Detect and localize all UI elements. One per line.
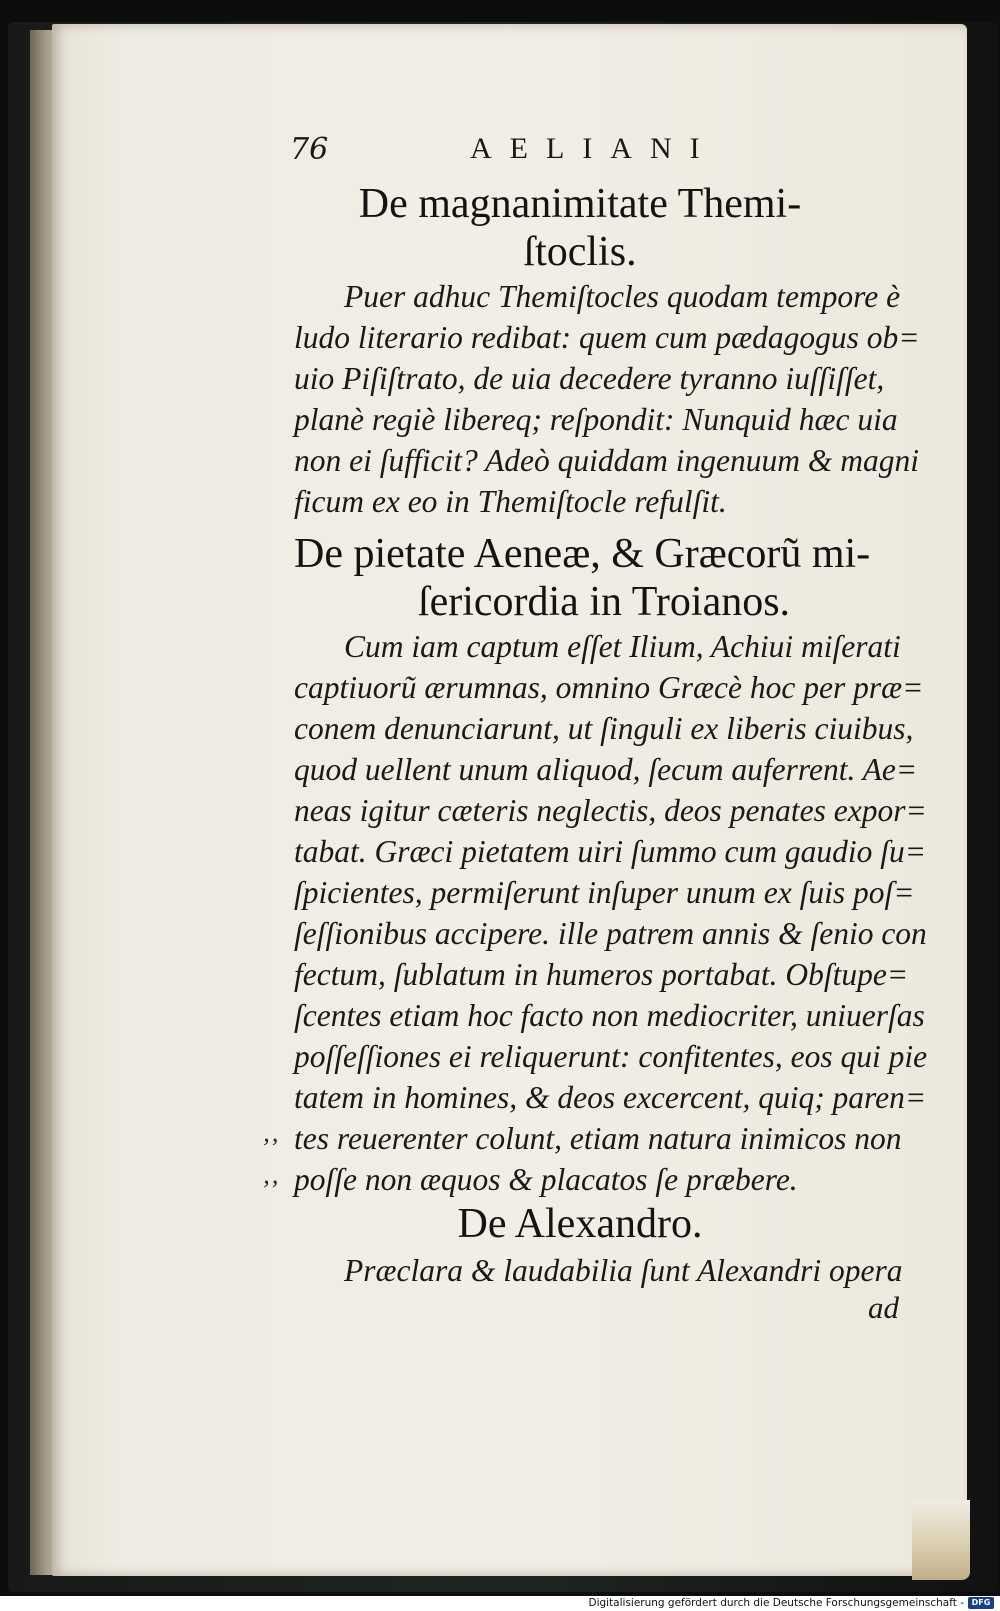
section-body (294, 1250, 903, 1291)
digitization-footer (0, 1596, 1000, 1611)
text-line: poſſeſſiones ei reliquerunt: confitentes, eos qui pie (294, 1039, 928, 1074)
heading-line: ſericordia in Troianos. (417, 579, 791, 625)
catchword: ad (868, 1290, 899, 1325)
text-line: quod uellent unum aliquod, ſecum auferrent. Ae= (294, 752, 918, 787)
text-line: ſpicientes, permiſerunt inſuper unum ex ſuis poſ= (294, 875, 915, 910)
text-line: poſſe non æquos & placatos ſe præbere. (294, 1162, 798, 1197)
text-line: fectum, ſublatum in humeros portabat. Obſtupe= (294, 957, 909, 992)
section-heading (294, 530, 914, 626)
footer-credit: Digitalisierung gefördert durch die Deutsche Forschungsgemeinschaft - (588, 1597, 964, 1609)
dfg-logo-icon: DFG (968, 1597, 994, 1609)
text-line: ſcentes etiam hoc facto non mediocriter, uniuerſas (294, 998, 925, 1033)
running-head: AELIANI (470, 132, 718, 165)
text-line: ficum ex eo in Themiſtocle refulſit. (294, 484, 727, 519)
page-corner (912, 1500, 970, 1580)
heading-line: De magnanimitate Themi- (358, 181, 802, 227)
text-line: Præclara & laudabilia ſunt Alexandri opera (344, 1253, 903, 1288)
heading-line: De Alexandro. (457, 1201, 703, 1247)
text-line: uio Piſiſtrato, de uia decedere tyranno iuſſiſſet, (294, 361, 885, 396)
heading-line: ſtoclis. (523, 229, 637, 275)
page-header (290, 132, 890, 172)
text-line: conem denunciarunt, ut ſinguli ex liberis ciuibus, (294, 711, 914, 746)
text-line: non ei ſufficit? Adeò quiddam ingenuum & magni (294, 443, 919, 478)
page-number: 76 (290, 132, 329, 167)
text-line: tes reuerenter colunt, etiam natura inimicos non (294, 1121, 902, 1156)
text-line: ludo literario redibat: quem cum pædagogus ob= (294, 320, 920, 355)
section-heading (300, 180, 860, 276)
text-line: Puer adhuc Themiſtocles quodam tempore è (344, 279, 901, 314)
margin-quote-mark: ‚‚ (262, 1160, 280, 1189)
text-line: tatem in homines, & deos excercent, quiq; paren= (294, 1080, 927, 1115)
heading-line: De pietate Aeneæ, & Græcorũ mi- (294, 531, 871, 577)
text-line: captiuorũ ærumnas, omnino Græcè hoc per præ= (294, 670, 924, 705)
text-line: tabat. Græci pietatem uiri ſummo cum gaudio ſu= (294, 834, 926, 869)
text-line: planè regiè libereq; reſpondit: Nunquid hæc uia (294, 402, 898, 437)
text-line: neas igitur cæteris neglectis, deos penates expor= (294, 793, 927, 828)
section-body (294, 276, 920, 522)
section-heading (300, 1200, 860, 1248)
section-body (294, 626, 927, 1200)
text-line: ſeſſionibus accipere. ille patrem annis & ſenio con (294, 916, 927, 951)
text-line: Cum iam captum eſſet Ilium, Achiui miſerati (344, 629, 901, 664)
margin-quote-mark: ‚‚ (262, 1118, 280, 1147)
